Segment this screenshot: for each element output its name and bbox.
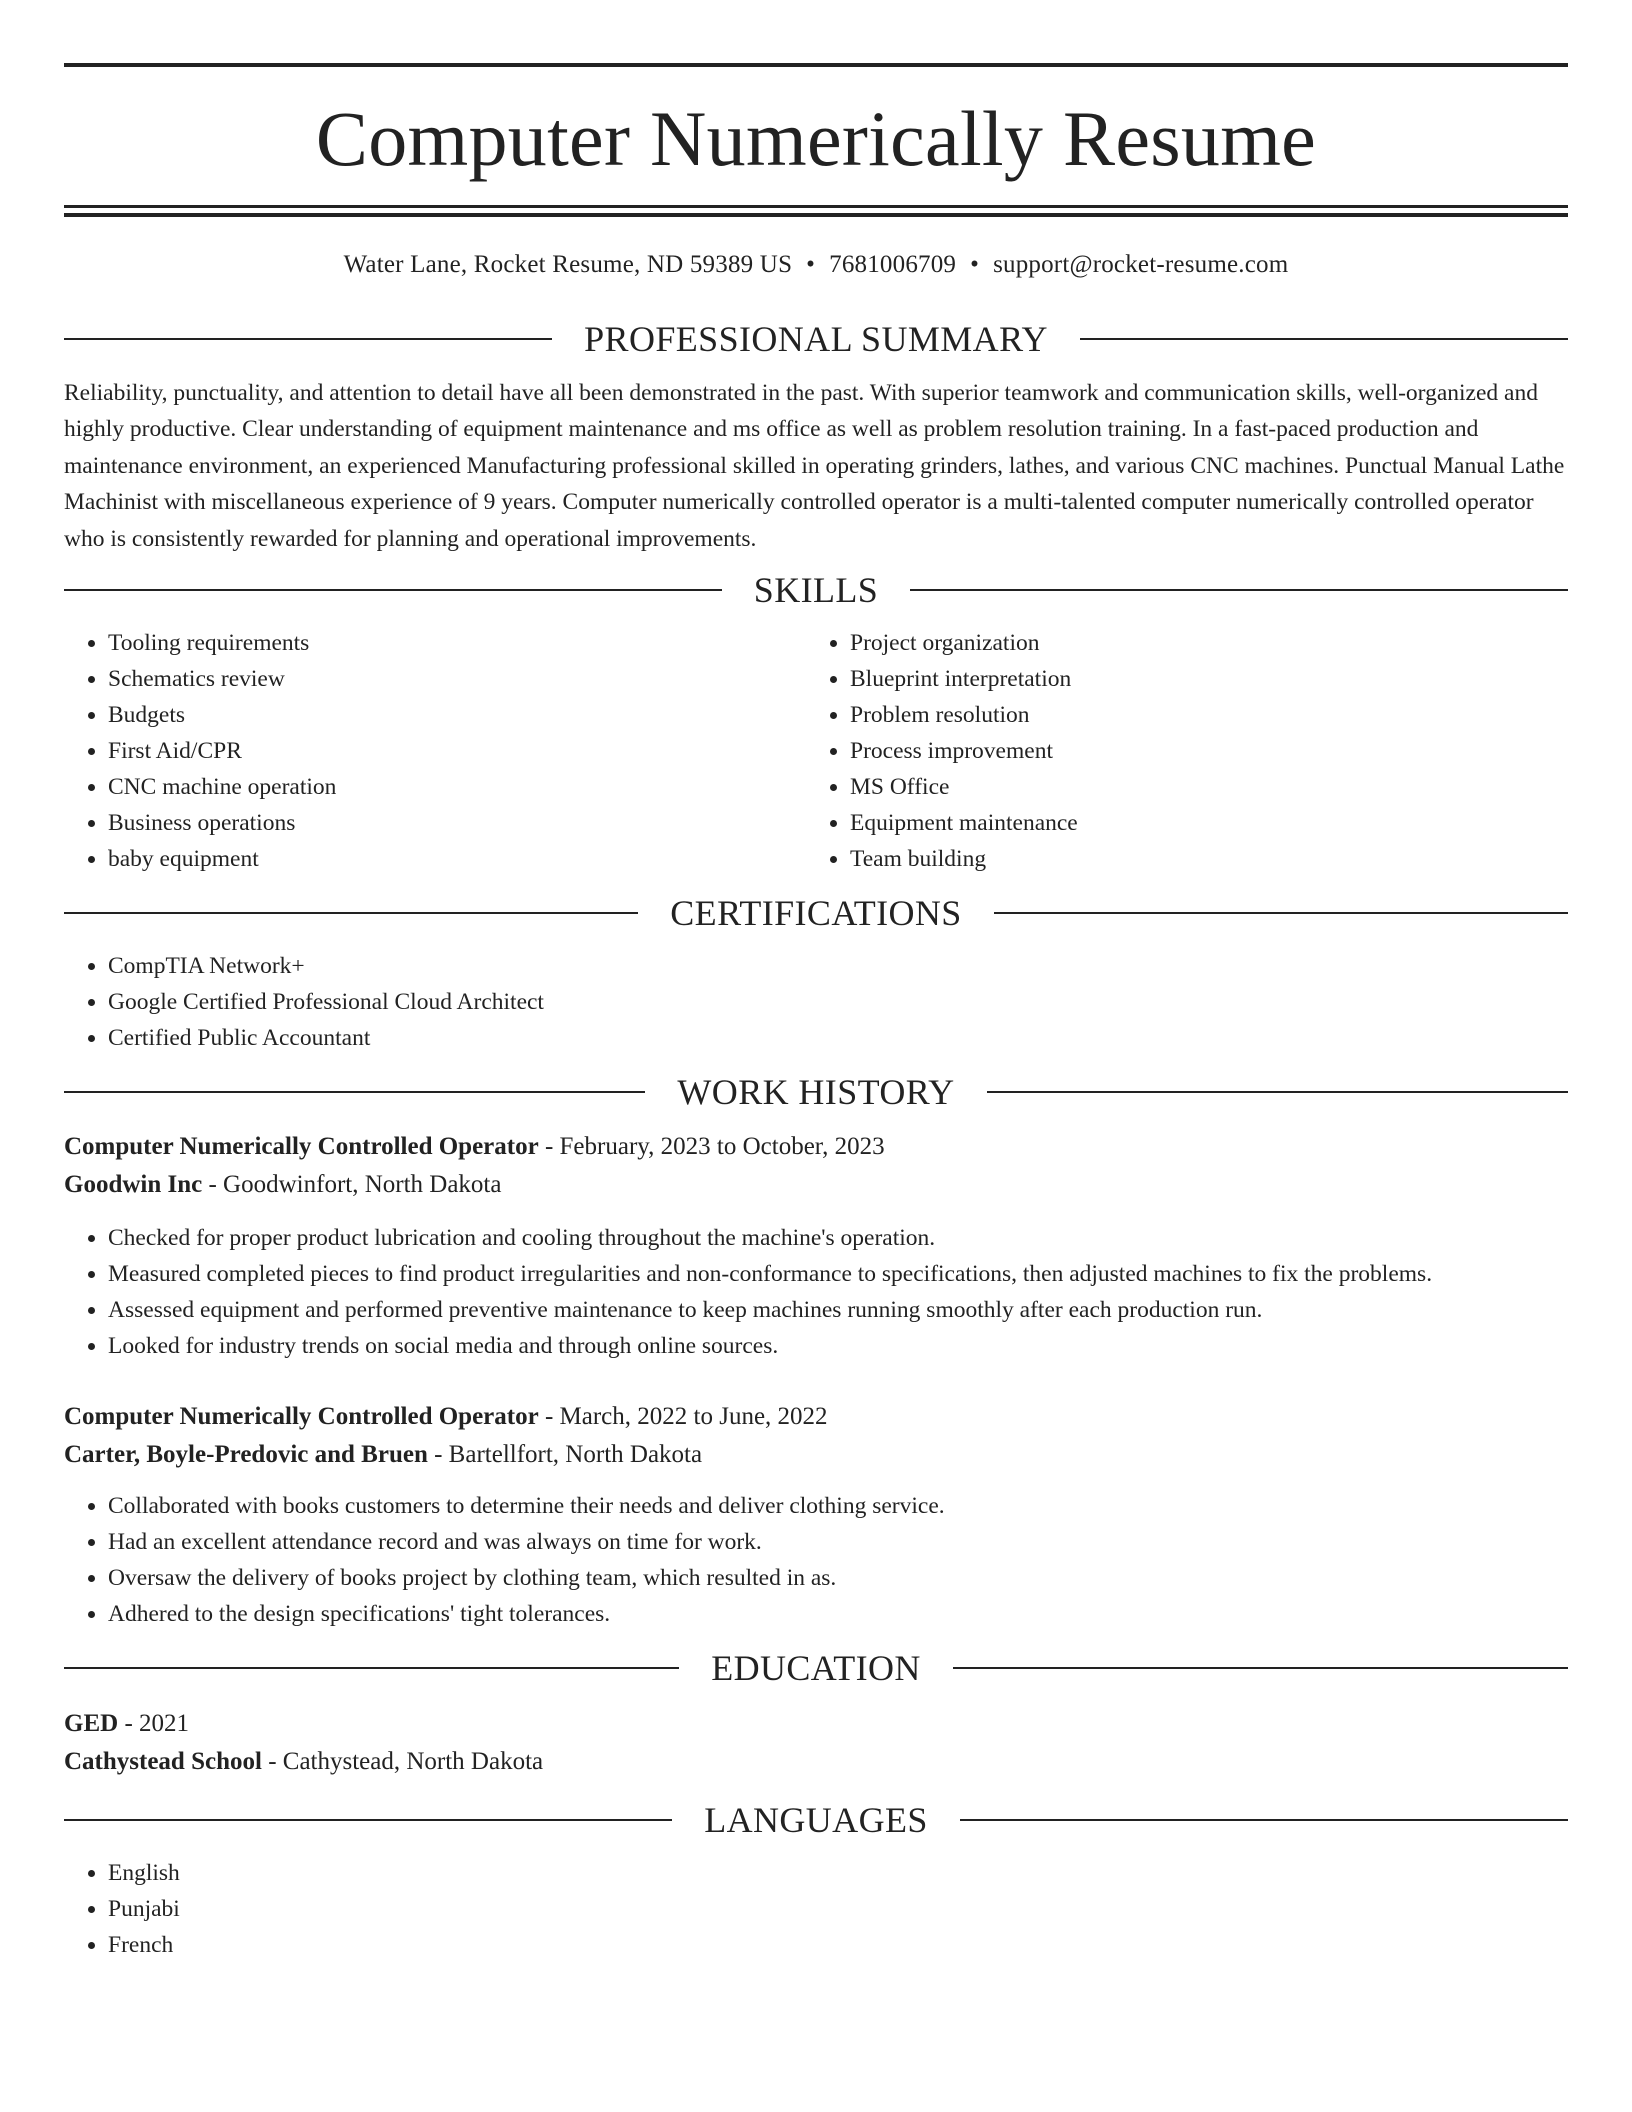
job-dates: - March, 2022 to June, 2022 [538, 1403, 828, 1431]
section-heading-summary [64, 319, 1568, 359]
heading-rule [64, 1091, 645, 1093]
skill-item: • First Aid/CPR [108, 733, 806, 769]
skill-item: • Process improvement [850, 733, 1548, 769]
education-school-line [64, 1743, 1568, 1781]
skill-item: • CNC machine operation [108, 769, 806, 805]
languages-list [64, 1855, 1568, 1963]
skill-item: • Budgets [108, 697, 806, 733]
education-year: - 2021 [118, 1710, 190, 1738]
summary-text: Reliability, punctuality, and attention to detail have all been demonstrated in the past. With superior teamwork and communication skills, well-organized and highly productive. Clear understanding of equipment maintenance and ms office as well as problem resolution training. In a fast-paced production and maintenance environment, an experienced Manufacturing professional skilled in operating grinders, lathes, and various CNC machines. Punctual Manual Lathe Machinist with miscellaneous experience of 9 years. Computer numerically controlled operator is a multi-talented computer numerically controlled operator who is consistently rewarded for planning and operational improvements. [64, 380, 1565, 552]
job-bullet: • Had an excellent attendance record and was always on time for work. [108, 1524, 1568, 1560]
certification-item: • Certified Public Accountant [108, 1020, 1568, 1056]
contact-line [64, 250, 1568, 280]
job-company-line [64, 1166, 1568, 1204]
education-location: - Cathystead, North Dakota [261, 1748, 544, 1776]
job-bullet: • Collaborated with books customers to determine their needs and deliver clothing service. [108, 1488, 1568, 1524]
job-title-line [64, 1398, 1568, 1436]
education-degree-line [64, 1705, 1568, 1743]
contact-address: Water Lane, Rocket Resume, ND 59389 US [343, 251, 793, 278]
heading-rule [64, 1819, 672, 1821]
section-heading-skills [64, 570, 1568, 610]
skill-item: • Tooling requirements [108, 625, 806, 661]
job-entry [64, 1128, 1568, 1364]
resume-title: Computer Numerically Resume [315, 95, 1317, 182]
section-title: EDUCATION [711, 1648, 921, 1689]
certifications-list [64, 948, 1568, 1056]
contact-phone: 7681006709 [829, 251, 957, 278]
heading-rule [987, 1091, 1568, 1093]
skill-item: • Team building [850, 841, 1548, 877]
section-title: PROFESSIONAL SUMMARY [584, 319, 1048, 359]
language-item: • English [108, 1855, 1568, 1891]
job-location: - Bartellfort, North Dakota [427, 1441, 703, 1469]
section-title: CERTIFICATIONS [670, 893, 962, 934]
job-bullets [64, 1220, 1568, 1364]
job-bullets [64, 1488, 1568, 1632]
skills-list-left [64, 625, 806, 877]
job-bullet: • Checked for proper product lubrication and cooling throughout the machine's operation. [108, 1220, 1568, 1256]
language-item: • Punjabi [108, 1891, 1568, 1927]
skills-list-right [806, 625, 1548, 877]
education-entry [64, 1705, 1568, 1781]
contact-separator: • [806, 251, 816, 278]
job-bullet: • Assessed equipment and performed preventive maintenance to keep machines running smoothly after each production run. [108, 1292, 1568, 1328]
education-degree: GED [64, 1710, 119, 1738]
job-bullet: • Oversaw the delivery of books project by clothing team, which resulted in as. [108, 1560, 1568, 1596]
heading-rule [64, 1667, 679, 1669]
skill-item: • MS Office [850, 769, 1548, 805]
heading-rule [960, 1819, 1568, 1821]
job-title: Computer Numerically Controlled Operator [64, 1403, 539, 1431]
heading-rule [1080, 338, 1568, 340]
section-heading-education [64, 1648, 1568, 1688]
heading-rule [994, 912, 1568, 914]
contact-separator: • [970, 251, 980, 278]
contact-email: support@rocket-resume.com [993, 251, 1289, 278]
job-company: Goodwin Inc [64, 1171, 203, 1199]
section-title: WORK HISTORY [677, 1072, 955, 1113]
certification-item: • Google Certified Professional Cloud Architect [108, 984, 1568, 1020]
heading-rule [64, 338, 552, 340]
job-bullet: • Looked for industry trends on social media and through online sources. [108, 1328, 1568, 1364]
heading-rule [64, 589, 722, 591]
job-bullet: • Adhered to the design specifications' tight tolerances. [108, 1596, 1568, 1632]
skill-item: • Project organization [850, 625, 1548, 661]
certification-item: • CompTIA Network+ [108, 948, 1568, 984]
job-bullet: • Measured completed pieces to find product irregularities and non-conformance to specifications, then adjusted machines to fix the problems. [108, 1256, 1568, 1292]
heading-rule [953, 1667, 1568, 1669]
job-company: Carter, Boyle-Predovic and Bruen [64, 1441, 428, 1469]
skill-item: • Equipment maintenance [850, 805, 1548, 841]
job-title-line [64, 1128, 1568, 1166]
title-double-rule [64, 205, 1568, 217]
skill-item: • Problem resolution [850, 697, 1548, 733]
skills-grid [64, 625, 1568, 877]
section-heading-certifications [64, 893, 1568, 933]
section-heading-work [64, 1072, 1568, 1112]
section-title: LANGUAGES [704, 1800, 928, 1841]
job-title: Computer Numerically Controlled Operator [64, 1133, 539, 1161]
heading-rule [64, 912, 638, 914]
skill-item: • Schematics review [108, 661, 806, 697]
language-item: • French [108, 1927, 1568, 1963]
section-heading-languages [64, 1800, 1568, 1840]
section-title: SKILLS [753, 570, 879, 611]
skill-item: • Business operations [108, 805, 806, 841]
job-company-line [64, 1436, 1568, 1474]
skill-item: • Blueprint interpretation [850, 661, 1548, 697]
job-location: - Goodwinfort, North Dakota [202, 1171, 502, 1199]
job-dates: - February, 2023 to October, 2023 [538, 1133, 885, 1161]
heading-rule [910, 589, 1568, 591]
job-entry [64, 1398, 1568, 1632]
skill-item: • baby equipment [108, 841, 806, 877]
education-school: Cathystead School [64, 1748, 262, 1776]
